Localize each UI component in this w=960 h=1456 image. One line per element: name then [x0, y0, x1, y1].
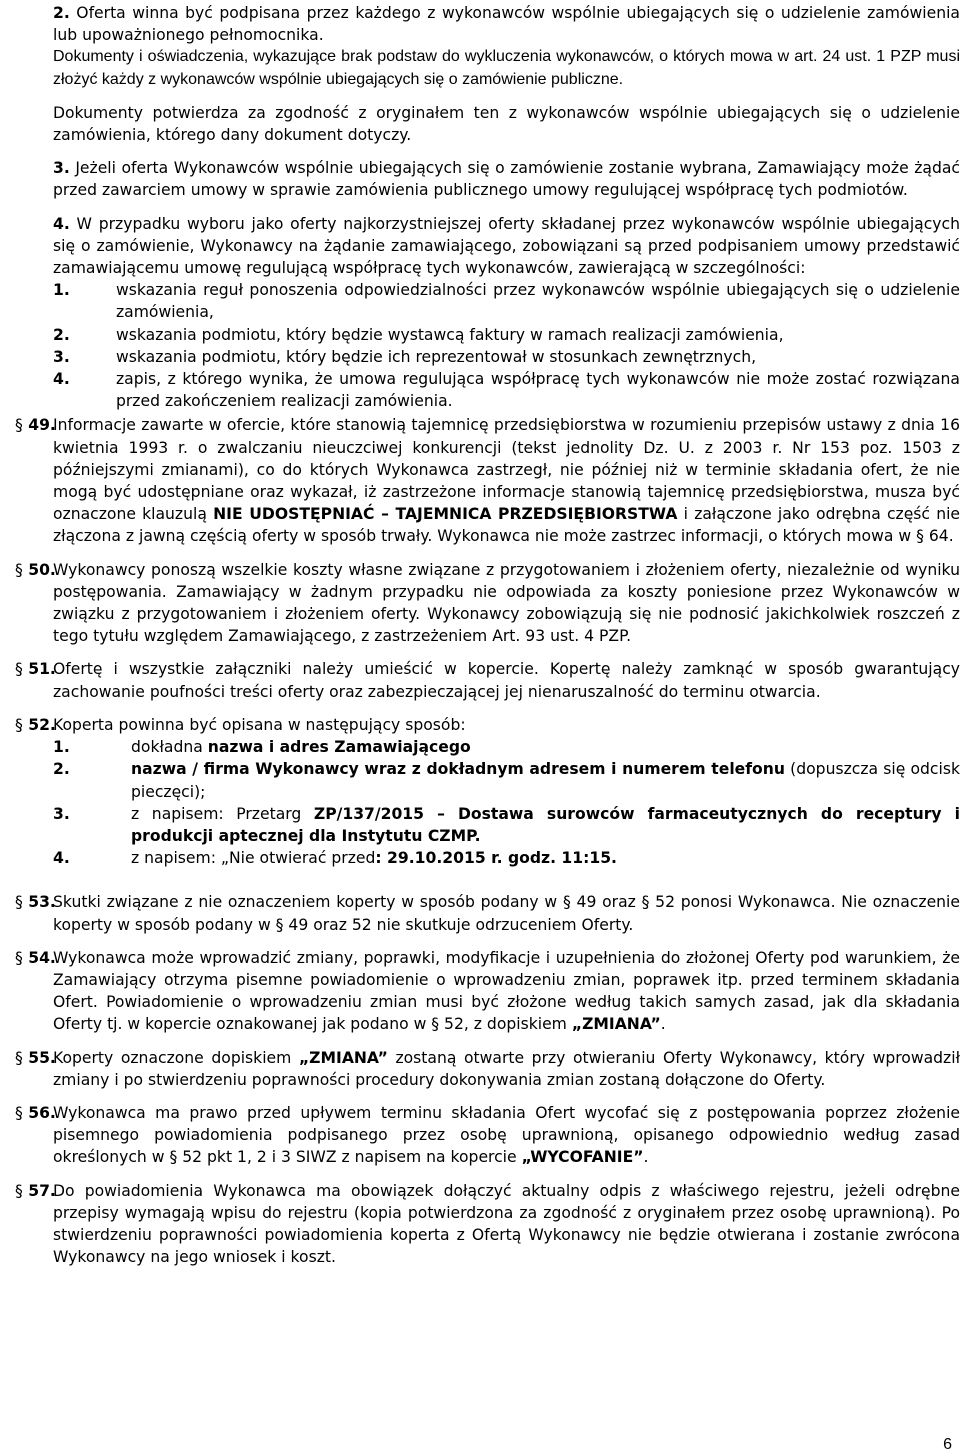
confidential-clause: NIE UDOSTĘPNIAĆ – TAJEMNICA PRZEDSIĘBIORSTWA [213, 505, 678, 524]
item-text: W przypadku wyboru jako oferty najkorzystniejszej oferty składanej przez wykonawców wspólnie ubiegających się o zamówienie, Wykonawcy na żądanie zamawiającego, zobowiązani są przed podpisaniem umowy przedstawić zamawiającemu umowę regulującą współpracę tych wykonawców, zawierającą w szczególności: [53, 214, 960, 278]
item-number: 4. [53, 214, 70, 233]
item-text: Jeżeli oferta Wykonawców wspólnie ubiegających się o zamówienie zostanie wybrana, Zamawiający może żądać przed zawarciem umowy w sprawie zamówienia publicznego umowy regulującej współpracę tych podmiotów. [53, 159, 960, 200]
section-56 [15, 1102, 960, 1169]
section-number: § 51. [15, 660, 56, 679]
item-4-list [53, 279, 960, 412]
list-item: 1. dokładna nazwa i adres Zamawiającego [53, 738, 471, 757]
section-number: § 53. [15, 893, 56, 912]
section-text: Koperta powinna być opisana w następujący sposób: [53, 715, 466, 734]
section-text: Ofertę i wszystkie załączniki należy umieścić w kopercie. Kopertę należy zamknąć w sposób gwarantujący zachowanie poufności treści oferty oraz zabezpieczającej jej nienaruszalność do terminu otwarcia. [53, 660, 960, 701]
section-54 [15, 947, 960, 1036]
section-number: § 57. [15, 1181, 56, 1200]
list-item: 4. zapis, z którego wynika, że umowa regulująca współpracę tych wykonawców nie może zostać rozwiązana przed zakończeniem realizacji zamówienia. [53, 370, 960, 411]
section-49 [15, 414, 960, 547]
section-number: § 50. [15, 560, 56, 579]
section-text: Do powiadomienia Wykonawca ma obowiązek dołączyć aktualny odpis z właściwego rejestru, jeżeli odrębne przepisy wymagają wpisu do rejestru (kopia potwierdzona za zgodność z oryginałem przez osobę uprawnioną). Po stwierdzeniu poprawności powiadomienia koperta z Ofertą Wykonawcy nie będzie otwierana i zostanie zwrócona Wykonawcy na jego wniosek i koszt. [53, 1181, 960, 1267]
section-50 [15, 559, 960, 648]
item-number: 2. [53, 4, 70, 22]
item-text: Oferta winna być podpisana przez każdego z wykonawców wspólnie ubiegających się o udzielenie zamówienia lub upoważnionego pełnomocnika. [53, 4, 960, 45]
section-number: § 52. [15, 715, 56, 734]
section-number: § 56. [15, 1103, 56, 1122]
section-51 [15, 658, 960, 702]
document-body [15, 2, 960, 1268]
section-text: Wykonawca ma prawo przed upływem terminu składania Ofert wycofać się z postępowania poprzez złożenie pisemnego powiadomienia podpisanego przez osobę uprawnioną, opisanego odpowiednio według zasad określonych w § 52 pkt 1, 2 i 3 SIWZ z napisem na kopercie „WYCOFANIE”. [53, 1103, 960, 1167]
list-item: 3. wskazania podmiotu, który będzie ich reprezentował w stosunkach zewnętrznych, [53, 347, 757, 366]
page-number: 6 [943, 1436, 952, 1453]
item-number: 3. [53, 159, 70, 178]
section-number: § 55. [15, 1048, 56, 1067]
list-item: 2. nazwa / firma Wykonawcy wraz z dokładnym adresem i numerem telefonu (dopuszcza się odcisk pieczęci); [53, 760, 960, 801]
section-number: § 54. [15, 948, 56, 967]
item-3 [53, 157, 960, 201]
section-text: Informacje zawarte w ofercie, które stanowią tajemnicę przedsiębiorstwa w rozumieniu przepisów ustawy z dnia 16 kwietnia 1993 r. o zwalczaniu nieuczciwej konkurencji (tekst jednolity Dz. U. z 2003 r. Nr 153 poz. 1503 z późniejszymi zmianami), co do których Wykonawca zastrzegł, nie później niż w terminie składania ofert, że nie mogą być udostępniane oraz wykazał, iż zastrzeżone informacje stanowią tajemnicę przedsiębiorstwa, musza być oznaczone klauzulą NIE UDOSTĘPNIAĆ – TAJEMNICA PRZEDSIĘBIORSTWA i załączone jako odrębna część nie złączona z jawną częścią oferty w sposób trwały. Wykonawca nie może zastrzec informacji, o których mowa w § 64. [53, 416, 960, 546]
list-item: 3. z napisem: Przetarg ZP/137/2015 – Dostawa surowców farmaceutycznych do receptury i produkcji aptecznej dla Instytutu CZMP. [53, 804, 960, 845]
list-item: 2. wskazania podmiotu, który będzie wystawcą faktury w ramach realizacji zamówienia, [53, 325, 784, 344]
section-text: Skutki związane z nie oznaczeniem koperty w sposób podany w § 49 oraz § 52 ponosi Wykonawca. Nie oznaczenie koperty w sposób podany w § 49 oraz 52 nie skutkuje odrzuceniem Oferty. [53, 893, 960, 934]
section-52 [15, 714, 960, 869]
item-4 [53, 213, 960, 280]
section-text: Wykonawca może wprowadzić zmiany, poprawki, modyfikacje i uzupełnienia do złożonej Oferty pod warunkiem, że Zamawiający otrzyma pisemne powiadomienie o wprowadzeniu zmian, poprawek itp. przed terminem składania Ofert. Powiadomienie o wprowadzeniu zmian musi być złożone według takich samych zasad, jak dla składania Oferty tj. w kopercie oznakowanej jak podano w § 52, z dopiskiem „ZMIANA”. [53, 948, 960, 1034]
item-2 [53, 2, 960, 46]
list-item: 1. wskazania reguł ponoszenia odpowiedzialności przez wykonawców wspólnie ubiegających się o udzielenie zamówienia, [53, 281, 960, 322]
documents-paragraph: Dokumenty i oświadczenia, wykazujące brak podstaw do wykluczenia wykonawców, o których mowa w art. 24 ust. 1 PZP musi złożyć każdy z wykonawców wspólnie ubiegających się o zamówienie publiczne. [53, 48, 960, 88]
list-item: 4. z napisem: „Nie otwierać przed: 29.10.2015 r. godz. 11:15. [53, 849, 617, 868]
section-text: Koperty oznaczone dopiskiem „ZMIANA” zostaną otwarte przy otwieraniu Oferty Wykonawcy, który wprowadził zmiany i po stwierdzeniu poprawności procedury dokonywania zmian zostaną dołączone do Oferty. [53, 1048, 960, 1089]
confirmation-paragraph: Dokumenty potwierdza za zgodność z oryginałem ten z wykonawców wspólnie ubiegających się o udzielenie zamówienia, którego dany dokument dotyczy. [53, 103, 960, 145]
section-55 [15, 1047, 960, 1091]
section-53 [15, 891, 960, 935]
envelope-list [53, 736, 960, 869]
section-number: § 49. [15, 416, 56, 435]
section-57 [15, 1180, 960, 1269]
section-text: Wykonawcy ponoszą wszelkie koszty własne związane z przygotowaniem i złożeniem oferty, niezależnie od wyniku postępowania. Zamawiający w żadnym przypadku nie odpowiada za koszty poniesione przez Wykonawców w związku z przygotowaniem i złożeniem oferty. Wykonawcy zobowiązują się nie podnosić jakichkolwiek roszczeń z tego tytułu względem Zamawiającego, z zastrzeżeniem Art. 93 ust. 4 PZP. [53, 560, 960, 646]
